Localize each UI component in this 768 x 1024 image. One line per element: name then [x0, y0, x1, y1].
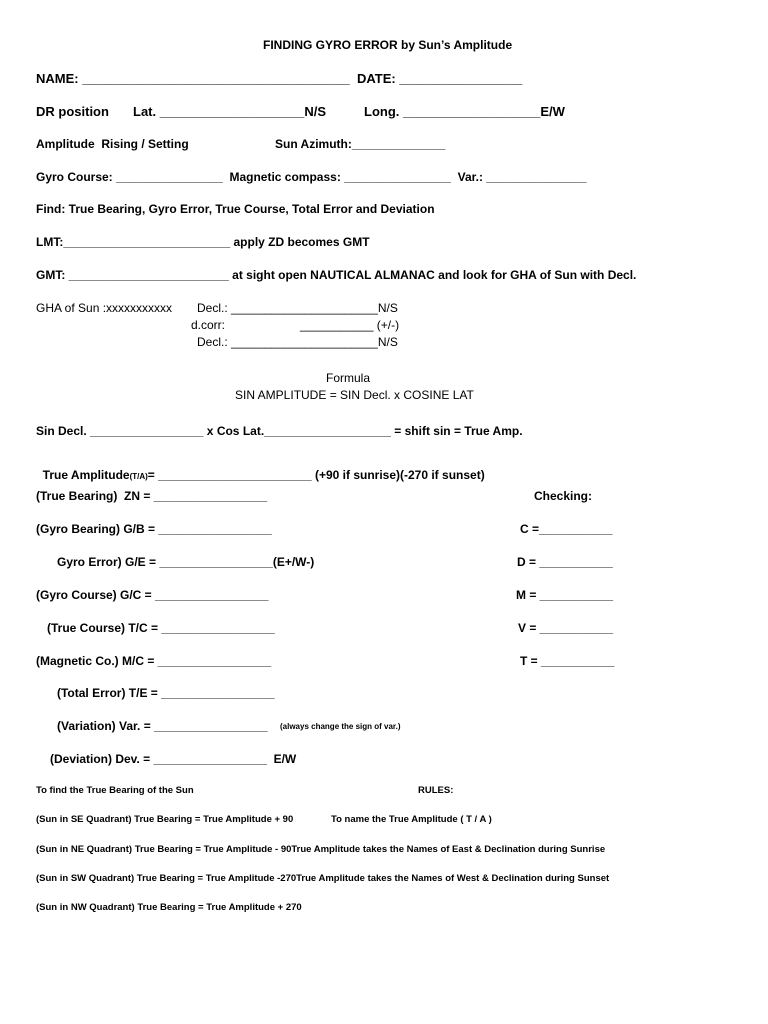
checking-m: M = ___________ — [516, 588, 614, 602]
amplitude-label: Amplitude Rising / Setting — [36, 137, 189, 151]
decl-field-2: Decl.: ______________________N/S — [197, 335, 398, 349]
true-amplitude-label: True Amplitude — [42, 468, 130, 482]
rule-se-quadrant: (Sun in SE Quadrant) True Bearing = True Amplitude + 90 — [36, 814, 294, 825]
rule-ne-quadrant: (Sun in NE Quadrant) True Bearing = True Amplitude - 90True Amplitude takes the Names of East & Declination during Sunrise — [36, 844, 606, 855]
true-bearing-row: (True Bearing) ZN = _________________ — [36, 489, 268, 503]
gyro-course-line: Gyro Course: ________________ Magnetic compass: ________________ Var.: _______________ — [36, 170, 587, 184]
sun-azimuth-field: Sun Azimuth:______________ — [275, 137, 446, 151]
sin-decl-line: Sin Decl. _________________ x Cos Lat.___________________ = shift sin = True Amp. — [36, 424, 523, 438]
magnetic-course-row: (Magnetic Co.) M/C = _________________ — [36, 654, 272, 668]
rules-heading: RULES: — [418, 785, 454, 796]
rule-sw-quadrant: (Sun in SW Quadrant) True Bearing = True Amplitude -270True Amplitude takes the Names of West & Declination during Sunset — [36, 873, 610, 884]
deviation-row: (Deviation) Dev. = _________________ E/W — [50, 752, 297, 766]
rule-name-true-amplitude: To name the True Amplitude ( T / A ) — [331, 814, 492, 825]
checking-d: D = ___________ — [517, 555, 613, 569]
gyro-course-row: (Gyro Course) G/C = _________________ — [36, 588, 269, 602]
dcorr-label: d.corr: — [191, 318, 226, 332]
checking-v: V = ___________ — [518, 621, 614, 635]
checking-t: T = ___________ — [520, 654, 615, 668]
gmt-line: GMT: ________________________ at sight open NAUTICAL ALMANAC and look for GHA of Sun with Decl. — [36, 268, 637, 282]
formula-heading: Formula — [326, 371, 371, 385]
dr-long-field: Long. ___________________E/W — [364, 104, 565, 119]
variation-row: (Variation) Var. = _________________ — [57, 719, 268, 733]
true-amplitude-sub: (T/A) — [129, 472, 148, 481]
gyro-bearing-row: (Gyro Bearing) G/B = _________________ — [36, 522, 272, 536]
checking-c: C =___________ — [520, 522, 613, 536]
gha-label: GHA of Sun :xxxxxxxxxxx — [36, 301, 173, 315]
rule-nw-quadrant: (Sun in NW Quadrant) True Bearing = True Amplitude + 270 — [36, 902, 302, 913]
name-date-line: NAME: _____________________________________ DATE: _________________ — [36, 71, 523, 86]
dr-position-label: DR position — [36, 104, 109, 119]
total-error-row: (Total Error) T/E = _________________ — [57, 686, 275, 700]
lmt-line: LMT:_________________________ apply ZD becomes GMT — [36, 235, 370, 249]
page-title: FINDING GYRO ERROR by Sun’s Amplitude — [263, 38, 513, 52]
true-course-row: (True Course) T/C = _________________ — [47, 621, 275, 635]
checking-heading: Checking: — [534, 489, 593, 503]
dr-lat-field: Lat. ____________________N/S — [133, 104, 326, 119]
formula-text: SIN AMPLITUDE = SIN Decl. x COSINE LAT — [235, 388, 474, 402]
footer-left-heading: To find the True Bearing of the Sun — [36, 785, 194, 796]
find-line: Find: True Bearing, Gyro Error, True Course, Total Error and Deviation — [36, 202, 435, 216]
true-amplitude-line — [36, 457, 485, 481]
variation-note: (always change the sign of var.) — [280, 722, 401, 731]
dcorr-field: ___________ (+/-) — [300, 318, 400, 332]
gyro-error-row: Gyro Error) G/E = _________________(E+/W-) — [57, 555, 315, 569]
decl-field-1: Decl.: ______________________N/S — [197, 301, 398, 315]
true-amplitude-rest: = _______________________ (+90 if sunrise)(-270 if sunset) — [147, 468, 485, 482]
